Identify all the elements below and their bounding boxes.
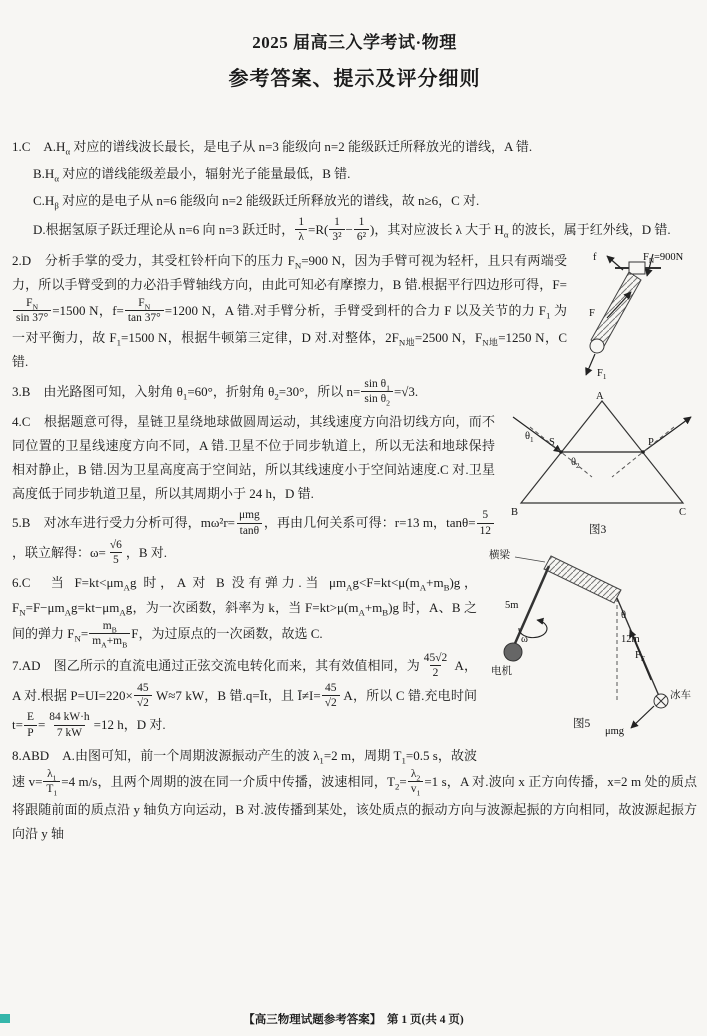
label-vertex-b: B [511,506,519,518]
figure-5-caption: 图5 [573,717,591,730]
label-friction-f: f [593,251,597,263]
label-refraction-angle: $\theta_2$ [571,456,580,470]
label-motor: 电机 [491,665,512,677]
figure-rotating-system [489,548,697,740]
answer-q2: 2.D 分析手掌的受力，其受杠铃杆向下的压力 $F_N=900$ N，因为手臂可视为轻杆，且只有两端受力，所以手臂受到的力必沿手臂轴线方向，由此可知必有摩擦力，B 错.根据平行四边形可得，F= $\frac{F_N}{\sin 37^\circ}$ =1500 N，f= $\frac{F_N}{\tan 37^\circ}$ =1200 N，A 错.对手臂分析，手臂受到杆的合力 F 以及关节的力 $F_1$ 为一对平衡力，故 $F_1=1500$ N，根据牛顿第三定律，D 对.对整体，$2F_{N地}=2500$ N，$F_{N地}=1250$ N，C 错. [12,252,567,370]
label-vertex-c: C [679,506,687,518]
answer-q1-line-a: 1.C $A.H_\alpha$ 对应的谱线波长最长，是电子从 n=3 能级向 n=2 能级跃迁所释放光的谱线，A 错. [12,139,533,157]
label-ice-car: 冰车 [670,689,691,701]
answer-q6: 6.C 当 $F=kt<\mu m_Ag$ 时，A 对 B 没有弹力.当 $\mu m_Ag<F=kt<\mu(m_A+m_B)g$，$F_N=F-\mu m_Ag=kt-\mu m_Ag$，为一次函数，斜率为 k，当 $F=kt>\mu(m_A+m_B)g$ 时，A、B 之间的弹力 $F_N=$ $\frac{m_B}{m_A+m_B}$ F，为过原点的一次函数，故选 C. [12,575,477,650]
label-normal-force-fn: $F_N=900N$ [643,251,684,265]
label-point-p: P [648,436,654,448]
answer-q3: 3.B 由光路图可知，入射角 $\theta_1=60^\circ$，折射角 $\theta_2=30^\circ$，所以 n= $\frac{\sin \theta_1}{\sin \theta_2}$ =√3. [12,377,419,408]
arm-diagram-graphic [579,252,697,382]
label-angular-speed-omega: ω [521,633,528,645]
prism-diagram-graphic [507,391,697,539]
label-angle-theta: θ [621,609,627,621]
answer-q1-line-b: $B.H_\alpha$ 对应的谱线能级差最小，辐射光子能量最低，B 错. [33,166,351,184]
label-incidence-angle: $\theta_1$ [525,430,534,444]
answer-q1-line-c: $C.H_\beta$ 对应的是电子从 n=6 能级向 n=2 能级跃迁所释放光的谱线，故 n≥6，C 对. [33,193,480,211]
figure-arm-force-diagram [579,252,697,382]
label-force-F: F [589,307,595,319]
label-crossbeam: 横梁 [489,549,510,561]
page-subtitle: 参考答案、提示及评分细则 [228,68,481,90]
figure-3-caption: 图3 [589,523,607,536]
label-drop-12m: 12m [621,633,640,645]
answer-q1-line-d: D.根据氢原子跃迁理论从 n=6 向 n=3 跃迁时， $\frac{1}{\lambda}$ =R( $\frac{1}{\text{3²}}$ − $\frac{1}{\text{6²}}$ )，其对应波长 λ 大于 $H_\alpha$ 的波长，属于红外线，D 错. [33,216,671,244]
label-rope-force-ff: $F_F$ [635,649,645,663]
answer-q8: 8.ABD A.由图可知，前一个周期波源振动产生的波 $\lambda_1=2$ m，周期 $T_1=0.5$ s，故波速 v= $\frac{\lambda_1}{T_1}$ =4 m/s，且两个周期的波在同一介质中传播，波速相同，$T_2=$ $\frac{\lambda_2}{v_1}$ =1 s，A 对.波向 x 正方向传播，x=2 m 处的质点将跟随前面的质点沿 y 轴负方向运动，B 对.波传播到某处，该处质点的振动方向与波源起振的方向相同，故波源起振方向沿 y 轴 [12,747,697,841]
page-footer: 【高三物理试题参考答案】 第 1 页(共 4 页) [243,1014,464,1026]
corner-registration-mark [0,1014,10,1023]
exam-title: 2025 届高三入学考试·物理 [252,33,457,52]
figure-prism-ray-diagram [507,391,697,539]
label-friction-mu-mg: μmg [605,725,625,737]
answer-q5: 5.B 对冰车进行受力分析可得，mω²r= $\frac{\text{μmg}}{\tan\theta}$ ，再由几何关系可得：r=13 m，tanθ= $\frac{5}{12}$ ，联立解得：ω= $\frac{√6}{5}$ ，B 对. [12,509,697,568]
label-point-s: S [549,436,555,448]
answers-section [12,135,697,846]
answer-q7: 7.AD 图乙所示的直流电通过正弦交流电转化而来，其有效值相同，为 $\frac{45√2}{2}$ A，A 对.根据 P=UI=220× $\frac{45}{√2}$ W≈7 kW，B 错.q=Īt，且 Ī≠I= $\frac{45}{√2}$ A，所以 C 错.充电时间 t= $\frac{E}{P}$ = $\frac{84 kW\cdot h}{7 kW}$ =12 h，D 对. [12,652,478,739]
label-rod-length-5m: 5m [505,599,519,611]
label-joint-force-f1: $F_1$ [597,367,607,381]
label-vertex-a: A [596,390,604,402]
answer-q4: 4.C 根据题意可得，星链卫星绕地球做圆周运动，其线速度方向沿切线方向，而不同位置的卫星线速度方向不同，A 错.卫星不位于同步轨道上，所以无法和地球保持相对静止，B 错.因为卫星高度高于空间站，所以其线速度小于空间站速度.C 对.卫星高度低于同步轨道卫星，所以其周期小于 24 h，D 错. [12,414,495,502]
